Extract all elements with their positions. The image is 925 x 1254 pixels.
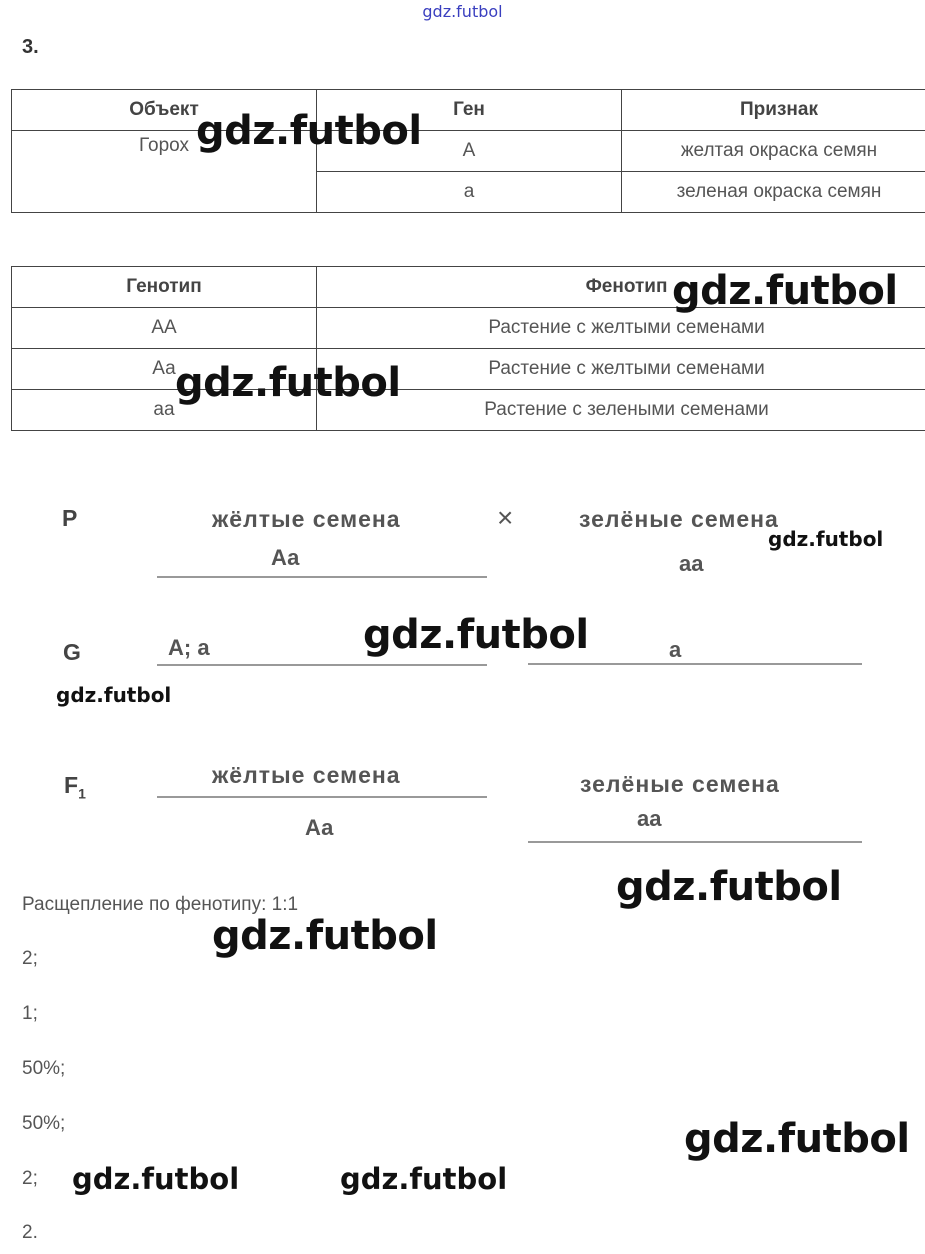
trait-cell: зеленая окраска семян xyxy=(622,172,925,213)
offspring-right-genotype: аа xyxy=(637,806,662,831)
watermark-text: gdz.futbol xyxy=(672,268,898,314)
object-cell: Горох xyxy=(12,131,317,213)
genotype-cell: АА xyxy=(12,308,317,349)
phenotype-cell: Растение с зелеными семенами xyxy=(317,390,925,431)
offspring-letter: F xyxy=(64,772,79,798)
offspring-label xyxy=(64,772,86,802)
answer-line: 2; xyxy=(22,948,38,969)
gametes-right: а xyxy=(669,637,682,662)
answer-line: 50%; xyxy=(22,1113,66,1134)
watermark-text: gdz.futbol xyxy=(616,864,842,910)
underline xyxy=(528,663,862,665)
watermark-text: gdz.futbol xyxy=(340,1162,508,1196)
gene-cell: а xyxy=(317,172,622,213)
offspring-left-genotype: Аа xyxy=(305,815,334,840)
gametes-label: G xyxy=(63,639,81,665)
answer-line: Расщепление по фенотипу: 1:1 xyxy=(22,894,299,915)
watermark-text: gdz.futbol xyxy=(56,683,172,707)
table-row xyxy=(12,390,925,431)
watermark-text: gdz.futbol xyxy=(684,1116,910,1162)
parent-right-genotype: аа xyxy=(679,551,704,576)
parent-right-phenotype: зелёные семена xyxy=(579,506,779,532)
parent-left-phenotype: жёлтые семена xyxy=(212,506,401,532)
answer-line: 2. xyxy=(22,1222,38,1243)
watermark-text: gdz.futbol xyxy=(212,913,438,959)
underline xyxy=(157,796,487,798)
watermark-text: gdz.futbol xyxy=(363,612,589,658)
underline xyxy=(157,576,487,578)
header-object: Объект xyxy=(12,90,317,131)
parents-label: P xyxy=(62,505,78,531)
watermark-text: gdz.futbol xyxy=(72,1162,240,1196)
genotype-cell: Аа xyxy=(12,349,317,390)
header-trait: Признак xyxy=(622,90,925,131)
phenotype-cell: Растение с желтыми семенами xyxy=(317,308,925,349)
phenotype-cell: Растение с желтыми семенами xyxy=(317,349,925,390)
offspring-right-phenotype: зелёные семена xyxy=(580,771,780,797)
header-gene: Ген xyxy=(317,90,622,131)
gene-cell: А xyxy=(317,131,622,172)
underline xyxy=(157,664,487,666)
table-header-row xyxy=(12,90,925,131)
watermark-text: gdz.futbol xyxy=(768,527,884,551)
table-row xyxy=(12,349,925,390)
trait-cell: желтая окраска семян xyxy=(622,131,925,172)
table-row xyxy=(12,131,925,172)
header-genotype: Генотип xyxy=(12,267,317,308)
watermark-text: gdz.futbol xyxy=(175,360,401,406)
cross-sign: × xyxy=(497,502,514,533)
underline xyxy=(528,841,862,843)
parent-left-genotype: Аа xyxy=(271,545,300,570)
offspring-left-phenotype: жёлтые семена xyxy=(212,762,401,788)
genotype-cell: аа xyxy=(12,390,317,431)
answer-line: 50%; xyxy=(22,1058,66,1079)
offspring-subscript: 1 xyxy=(78,785,86,802)
genes-table xyxy=(11,89,925,213)
answer-line: 1; xyxy=(22,1003,38,1024)
top-watermark: gdz.futbol xyxy=(422,2,503,21)
header-phenotype: Фенотип xyxy=(317,267,925,308)
watermark-text: gdz.futbol xyxy=(196,108,422,154)
task-number: 3. xyxy=(22,36,39,58)
answer-line: 2; xyxy=(22,1168,38,1189)
gametes-left: А; а xyxy=(168,635,210,660)
